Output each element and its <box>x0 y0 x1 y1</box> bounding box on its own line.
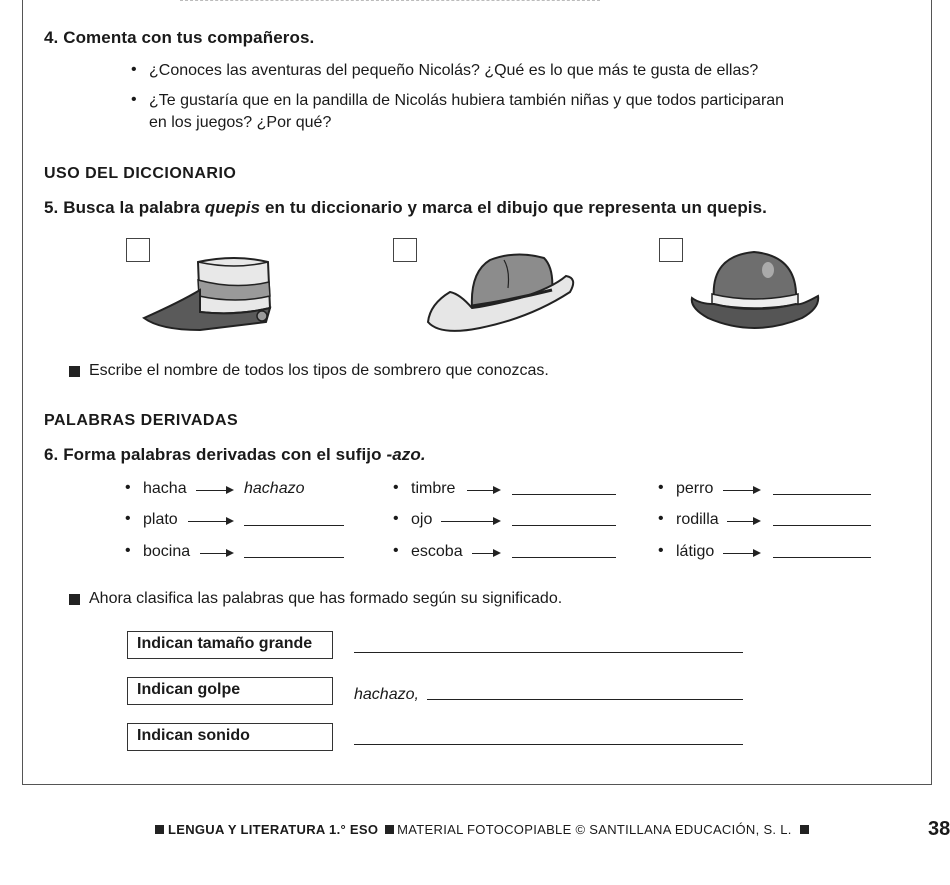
category-label-sound: Indican sonido <box>127 723 333 751</box>
word-answer-blank[interactable] <box>244 557 344 558</box>
q5-word: quepis <box>204 198 261 217</box>
footer-book-title: LENGUA Y LITERATURA 1.° ESO <box>168 822 379 837</box>
arrow-icon <box>467 490 499 491</box>
word-answer-blank[interactable] <box>773 525 871 526</box>
category-answer-large[interactable] <box>354 652 743 653</box>
cowboy-hat-icon <box>420 248 580 338</box>
word-base: • plato <box>143 511 178 529</box>
word-answer-blank[interactable] <box>512 557 616 558</box>
arrow-icon <box>727 521 759 522</box>
word-answer-blank[interactable] <box>512 525 616 526</box>
arrow-icon <box>723 490 759 491</box>
category-label-large: Indican tamaño grande <box>127 631 333 659</box>
category-answer-blow[interactable] <box>427 699 743 700</box>
word-answer-blank[interactable] <box>773 557 871 558</box>
word-base: • bocina <box>143 543 190 561</box>
section-dictionary-title: USO DEL DICCIONARIO <box>44 165 237 182</box>
q5-instruction: Escribe el nombre de todos los tipos de sombrero que conozcas. <box>89 362 549 379</box>
q4-title: 4. Comenta con tus compañeros. <box>44 28 315 47</box>
category-prefill-blow: hachazo, <box>354 686 419 703</box>
q4-bullet-1: • ¿Conoces las aventuras del pequeño Nicolás? ¿Qué es lo que más te gusta de ellas? <box>149 62 758 80</box>
square-bullet <box>69 366 80 377</box>
q4-bullet-2-cont: en los juegos? ¿Por qué? <box>149 114 332 131</box>
square-bullet <box>385 825 394 834</box>
bowler-hat-icon <box>688 248 822 338</box>
word-base: • perro <box>676 480 713 498</box>
arrow-icon <box>441 521 499 522</box>
q4-bullet-2: • ¿Te gustaría que en la pandilla de Nicolás hubiera también niñas y que todos participaran <box>149 92 784 110</box>
word-base: • látigo <box>676 543 714 561</box>
footer-copyright: MATERIAL FOTOCOPIABLE © SANTILLANA EDUCACIÓN, S. L. <box>397 822 792 837</box>
word-answer-blank[interactable] <box>512 494 616 495</box>
arrow-icon <box>188 521 232 522</box>
page-number: 38 <box>928 818 950 840</box>
arrow-icon <box>196 490 232 491</box>
word-base: • ojo <box>411 511 432 529</box>
footer <box>155 822 809 837</box>
section-derived-title: PALABRAS DERIVADAS <box>44 412 239 429</box>
category-answer-sound[interactable] <box>354 744 743 745</box>
hat-checkbox-cowboy[interactable] <box>393 238 417 262</box>
kepi-hat-icon <box>140 250 280 340</box>
square-bullet <box>69 594 80 605</box>
arrow-icon <box>200 553 232 554</box>
q6-instruction: Ahora clasifica las palabras que has formado según su significado. <box>89 590 563 607</box>
q6-title: 6. Forma palabras derivadas con el sufijo -azo. <box>44 445 426 464</box>
word-answer: hachazo <box>244 480 305 497</box>
word-base: • timbre <box>411 480 455 498</box>
word-answer-blank[interactable] <box>244 525 344 526</box>
word-base: • hacha <box>143 480 187 498</box>
square-bullet <box>155 825 164 834</box>
arrow-icon <box>723 553 759 554</box>
square-bullet <box>800 825 809 834</box>
category-label-blow: Indican golpe <box>127 677 333 705</box>
word-answer-blank[interactable] <box>773 494 871 495</box>
word-base: • escoba <box>411 543 463 561</box>
arrow-icon <box>472 553 499 554</box>
q5-title: 5. Busca la palabra quepis en tu diccionario y marca el dibujo que representa un quepis. <box>44 198 768 217</box>
hat-checkbox-bowler[interactable] <box>659 238 683 262</box>
word-base: • rodilla <box>676 511 719 529</box>
